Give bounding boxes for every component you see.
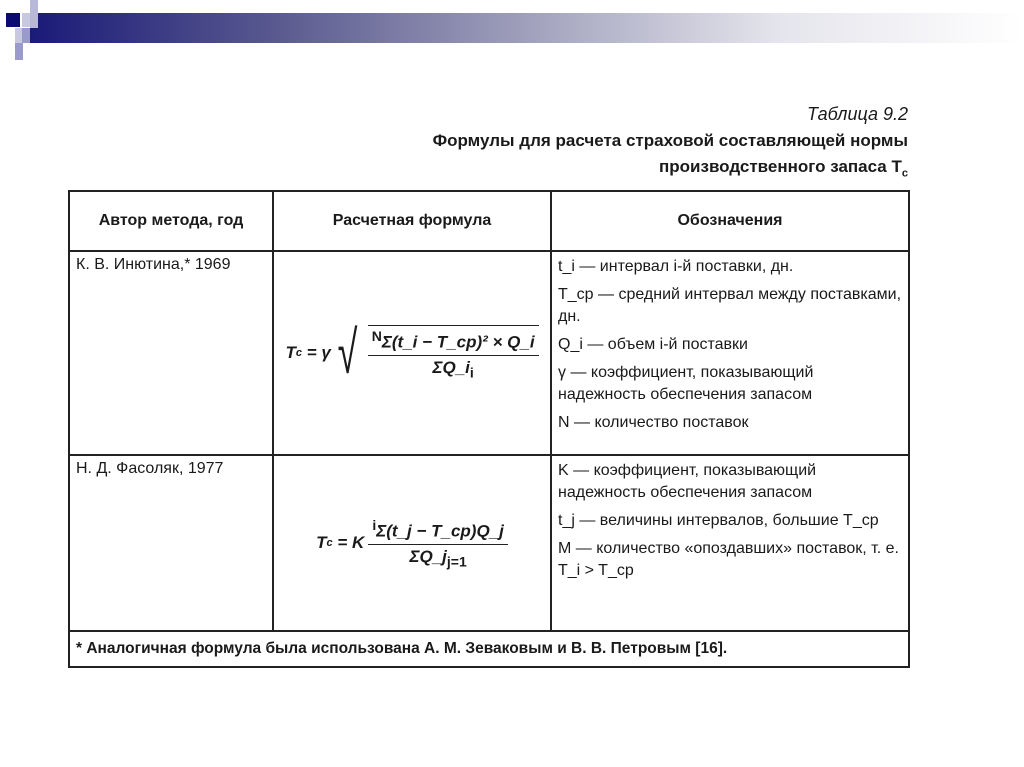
- sqrt-icon: √: [337, 319, 358, 386]
- table-header-row: [69, 191, 909, 251]
- footnote-row: [69, 631, 909, 667]
- decor-square: [6, 13, 20, 27]
- table-number: Таблица 9.2: [806, 104, 908, 124]
- header-notes: Обозначения: [551, 191, 909, 251]
- header-formula: Расчетная формула: [273, 191, 551, 251]
- header-author: Автор метода, год: [69, 191, 273, 251]
- decor-square: [22, 28, 30, 43]
- footnote: * Аналогичная формула была использована А. М. Зеваковым и В. В. Петровым [16].: [69, 631, 909, 667]
- table-row: [69, 251, 909, 455]
- author-cell: К. В. Инютина,* 1969: [69, 251, 273, 455]
- formulas-table: [68, 190, 910, 668]
- author-cell: Н. Д. Фасоляк, 1977: [69, 455, 273, 631]
- table-row: [69, 455, 909, 631]
- notes-cell: K — коэффициент, показывающий надежность обеспечения запасом t_j — величины интервалов, большие T_ср M — количество «опоздавших» поставок, т. е. T_i > T_ср: [551, 455, 909, 631]
- table-title-line2: производственного запаса $T_c$: [659, 157, 908, 180]
- table-title-line1: Формулы для расчета страховой составляющей нормы: [432, 131, 908, 150]
- header-gradient-bar: [30, 13, 1024, 43]
- formula-cell: T c = K $\frac{^i\Sigma(t\_j - T\_cp)Q\_j}{\Sigma Q\_j_{j=1}}$: [273, 455, 551, 631]
- decor-square: [30, 0, 38, 28]
- notes-cell: t_i — интервал i-й поставки, дн. T_ср — средний интервал между поставками, дн. Q_i — объем i-й поставки γ — коэффициент, показывающий надежность обеспечения запасом N — количество поставок: [551, 251, 909, 455]
- decor-square: [15, 43, 23, 60]
- formula-cell: T c = γ √ $\frac{^N\Sigma(t\_i - T\_cp)^2 \times Q\_i}{\Sigma Q\_i_i}$: [273, 251, 551, 455]
